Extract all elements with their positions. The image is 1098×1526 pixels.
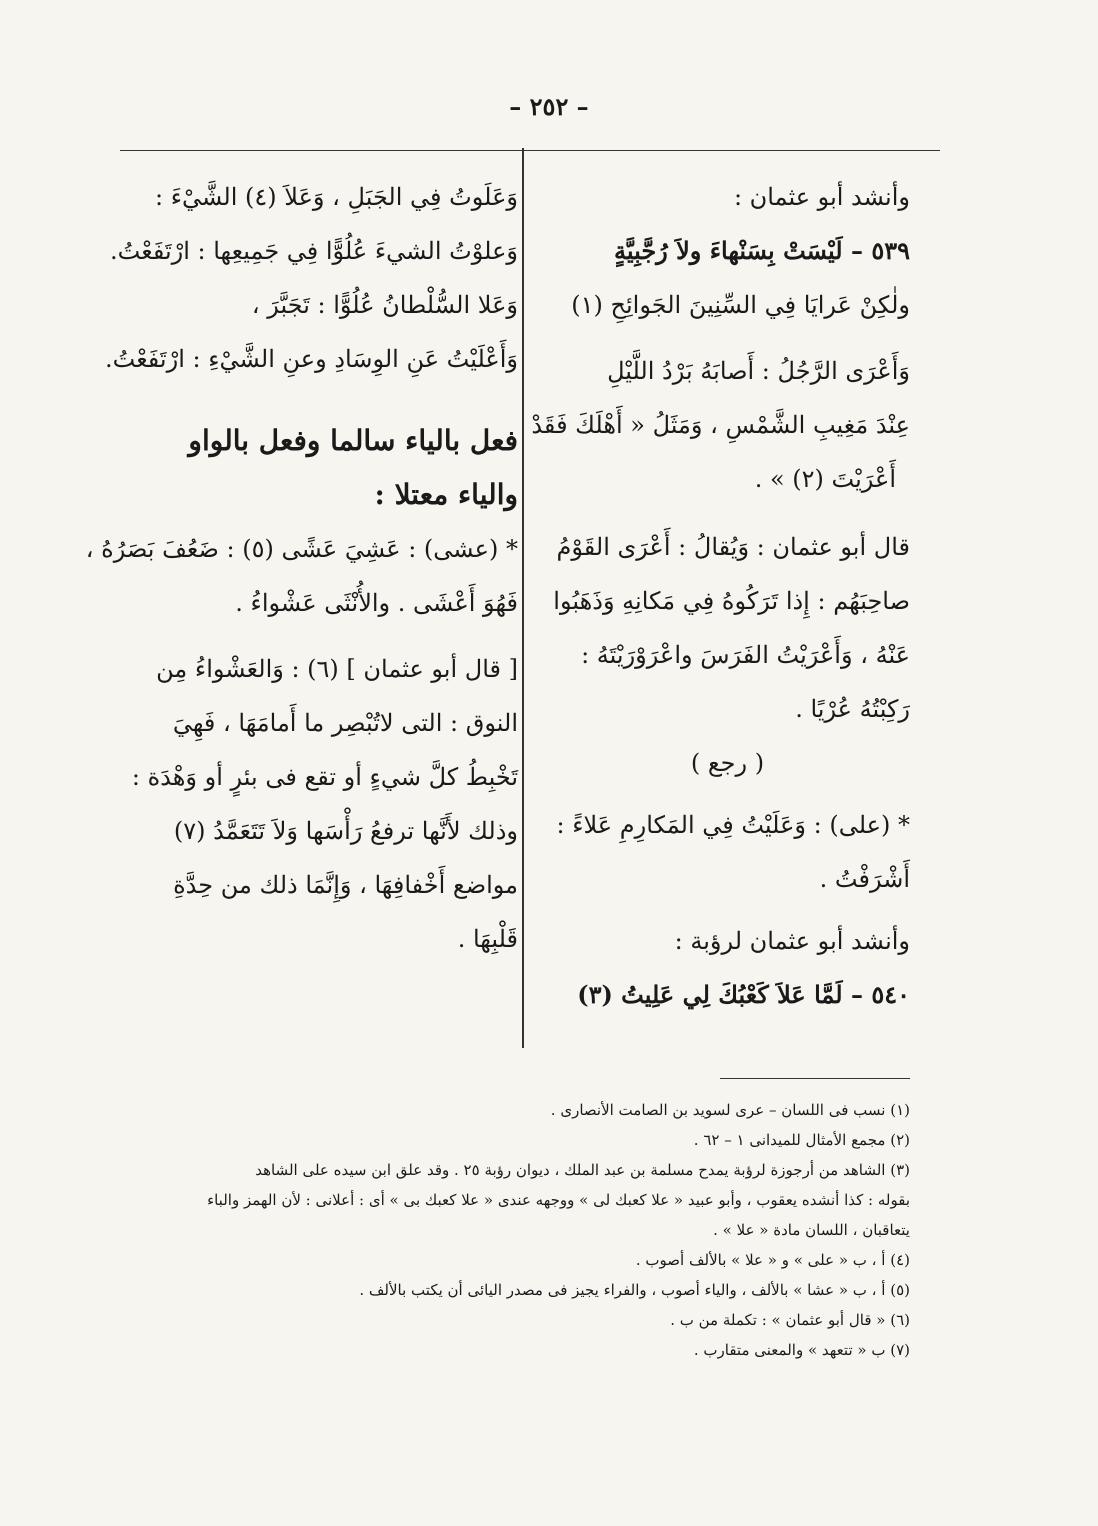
text-line: وَأَعْرَى الرَّجُلُ : أَصابَهُ بَرْدُ اللَّيْلِ — [607, 357, 910, 385]
entry-line: * (على) : وَعَلَيْتُ فِي المَكارِمِ عَلاءً : — [556, 811, 910, 839]
footnote: (١) نسب فى اللسان – عرى لسويد بن الصامت الأنصارى . — [550, 1101, 910, 1119]
right-column — [531, 170, 910, 1022]
text-line: أَشْرَفْتُ . — [819, 865, 910, 893]
entry-line: * (عشى) : عَشِيَ عَشًى (٥) : ضَعُفَ بَصَرُهُ ، — [85, 535, 518, 563]
page-number: – ٢٥٢ – — [509, 92, 589, 121]
footnotes — [120, 1095, 910, 1365]
text-line: وَعَلا السُّلْطانُ عُلُوًّا : تَجَبَّرَ ، — [251, 291, 518, 319]
footnote: (٦) « قال أبو عثمان » : تكملة من ب . — [670, 1311, 910, 1329]
footnote: (٤) أ ، ب « على » و « علا » بالألف أصوب . — [635, 1251, 910, 1269]
left-column — [85, 170, 518, 966]
footnote: (٢) مجمع الأمثال للميدانى ١ – ٦٢ . — [693, 1131, 910, 1149]
verse-line: ٥٤٠ – لَمَّا عَلاَ كَعْبُكَ لِي عَلِيتُ (٣) — [577, 980, 910, 1009]
text-line: [ قال أبو عثمان ] (٦) : وَالعَشْواءُ مِن — [156, 655, 518, 683]
text-line: وَأَعْلَيْتُ عَنِ الوِسَادِ وعنِ الشَّيْءِ : ارْتَفَعْتُ. — [105, 345, 518, 373]
return-marker: ( رجع ) — [690, 749, 765, 777]
text-line: النوق : التى لاتُبْصِر ما أَمامَهَا ، فَهِيَ — [172, 709, 518, 737]
text-line: أَعْرَيْتَ (٢) » . — [754, 465, 896, 493]
text-line: وأنشد أبو عثمان لرؤبة : — [674, 927, 910, 955]
text-line: رَكِبْتُهُ عُرْيًا . — [795, 695, 910, 723]
section-heading: فعل بالياء سالما وفعل بالواو — [188, 424, 518, 457]
footnote: (٥) أ ، ب « عشا » بالألف ، والياء أصوب ، والفراء يجيز فى مصدر اليائى أن يكتب بالألف . — [359, 1281, 910, 1299]
verse-line: ولٰكِنْ عَرايَا فِي السِّنِينَ الجَوائِحِ (١) — [571, 291, 910, 319]
text-line: وَعَلَوتُ فِي الجَبَلِ ، وَعَلاَ (٤) الشَّيْءَ : — [155, 183, 518, 211]
text-line: فَهُوَ أَعْشَى . والأُنْثَى عَشْواءُ . — [235, 589, 518, 617]
text-line: وَعلوْتُ الشيءَ عُلُوًّا فِي جَمِيعِها : ارْتَفَعْتُ. — [110, 237, 518, 265]
footnote-rule — [720, 1078, 910, 1079]
text-line: قال أبو عثمان : وَيُقالُ : أَعْرَى القَوْمُ — [556, 533, 910, 561]
text-line: صاحِبَهُم : إِذا تَرَكُوهُ فِي مَكانِهِ وَذَهَبُوا — [553, 587, 910, 615]
text-line: قَلْبِهَا . — [457, 925, 518, 953]
column-divider — [522, 148, 524, 1048]
verse-line: ٥٣٩ – لَيْسَتْ بِسَنْهاءَ ولاَ رُجَّبِيَّةٍ — [613, 236, 910, 265]
text-line: تَخْبِطُ كلَّ شيءٍ أو تقع فى بئرٍ أو وَهْدَة : — [131, 763, 518, 791]
text-line: عَنْهُ ، وَأَعْرَيْتُ الفَرَسَ واعْرَوْرَيْتَهُ : — [581, 641, 910, 669]
footnote: بقوله : كذا أنشده يعقوب ، وأبو عبيد « علا كعبك لى » ووجهه عندى « علا كعبك بى » أى : أعلانى : لأن الهمز والباء — [207, 1191, 910, 1209]
text-line: مواضع أَخْفافِهَا ، وَإِنَّمَا ذلك من حِدَّةِ — [173, 871, 518, 899]
footnote: يتعاقبان ، اللسان مادة « علا » . — [713, 1221, 910, 1239]
footnote: (٧) ب « تتعهد » والمعنى متقارب . — [693, 1341, 910, 1359]
header-rule — [120, 150, 940, 151]
text-line: عِنْدَ مَغِيبِ الشَّمْسِ ، وَمَثَلُ « أَهْلَكَ فَقَدْ — [531, 411, 910, 439]
text-line: وذلك لأَنَّها ترفعُ رَأْسَها وَلاَ تَتَعَمَّدُ (٧) — [173, 817, 518, 845]
text-line: وأنشد أبو عثمان : — [733, 183, 910, 211]
section-heading: والياء معتلا : — [374, 478, 518, 511]
footnote: (٣) الشاهد من أرجوزة لرؤبة يمدح مسلمة بن عبد الملك ، ديوان رؤبة ٢٥ . وقد علق ابن سيده على الشاهد — [255, 1161, 910, 1179]
